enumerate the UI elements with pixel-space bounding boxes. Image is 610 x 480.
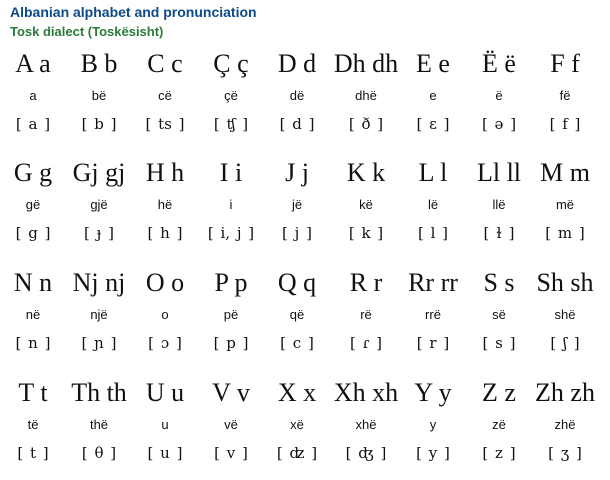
- letter-glyph: Dh dh: [333, 49, 399, 78]
- ipa-pronunciation: [ ð ]: [348, 115, 384, 133]
- letter-glyph: P p: [214, 268, 248, 297]
- letter-glyph: M m: [540, 158, 590, 187]
- ipa-pronunciation: [ ʣ ]: [276, 444, 318, 462]
- letter-name: të: [27, 417, 39, 432]
- letter-cell: [264, 379, 330, 469]
- ipa-pronunciation: [ ʤ ]: [345, 444, 387, 462]
- letter-cell: [532, 379, 598, 469]
- letter-cell: [532, 269, 598, 359]
- letter-glyph: Ll ll: [476, 158, 522, 187]
- letter-glyph: X x: [277, 378, 317, 407]
- letter-name: zë: [492, 417, 506, 432]
- letter-name: a: [29, 88, 37, 103]
- ipa-pronunciation: [ r ]: [416, 334, 450, 352]
- letter-glyph: Z z: [482, 378, 516, 407]
- ipa-pronunciation: [ v ]: [214, 444, 248, 462]
- letter-name: y: [429, 417, 437, 432]
- letter-glyph: S s: [483, 268, 515, 297]
- letter-name: vë: [224, 417, 238, 432]
- letter-name: ë: [495, 88, 503, 103]
- ipa-pronunciation: [ h ]: [147, 224, 183, 242]
- ipa-pronunciation: [ i, j ]: [207, 224, 255, 242]
- ipa-pronunciation: [ ʒ ]: [548, 444, 582, 462]
- ipa-pronunciation: [ y ]: [416, 444, 450, 462]
- letter-name: cë: [158, 88, 172, 103]
- ipa-pronunciation: [ a ]: [15, 115, 51, 133]
- letter-glyph: T t: [18, 378, 48, 407]
- letter-glyph: U u: [145, 378, 185, 407]
- letter-glyph: R r: [349, 268, 383, 297]
- letter-glyph: N n: [13, 268, 53, 297]
- letter-name: fë: [559, 88, 571, 103]
- ipa-pronunciation: [ k ]: [348, 224, 384, 242]
- letter-name: u: [161, 417, 169, 432]
- ipa-pronunciation: [ s ]: [482, 334, 516, 352]
- letter-glyph: G g: [13, 158, 53, 187]
- letter-glyph: V v: [212, 378, 250, 407]
- letter-name: gë: [25, 197, 41, 212]
- ipa-pronunciation: [ m ]: [545, 224, 585, 242]
- letter-name: gjë: [90, 197, 108, 212]
- ipa-pronunciation: [ p ]: [213, 334, 249, 352]
- letter-name: që: [289, 307, 305, 322]
- letter-cell: [264, 50, 330, 140]
- ipa-pronunciation: [ ts ]: [145, 115, 185, 133]
- letter-glyph: L l: [418, 158, 448, 187]
- ipa-pronunciation: [ d ]: [279, 115, 315, 133]
- ipa-pronunciation: [ ɔ ]: [148, 334, 182, 352]
- page-title: Albanian alphabet and pronunciation: [10, 4, 257, 20]
- ipa-pronunciation: [ j ]: [282, 224, 312, 242]
- letter-name: dhë: [355, 88, 377, 103]
- ipa-pronunciation: [ ɛ ]: [416, 115, 450, 133]
- letter-name: llë: [492, 197, 506, 212]
- letter-name: i: [229, 197, 233, 212]
- letter-glyph: D d: [277, 49, 317, 78]
- ipa-pronunciation: [ ɫ ]: [483, 224, 515, 242]
- letter-name: pë: [223, 307, 239, 322]
- letter-name: kë: [359, 197, 373, 212]
- letter-name: zhë: [554, 417, 576, 432]
- ipa-pronunciation: [ ʃ ]: [550, 334, 580, 352]
- letter-name: xhë: [355, 417, 377, 432]
- letter-name: o: [161, 307, 169, 322]
- letter-glyph: A a: [15, 49, 51, 78]
- letter-name: shë: [554, 307, 576, 322]
- letter-glyph: Q q: [277, 268, 317, 297]
- ipa-pronunciation: [ θ ]: [81, 444, 117, 462]
- ipa-pronunciation: [ z ]: [482, 444, 516, 462]
- letter-name: rrë: [425, 307, 441, 322]
- ipa-pronunciation: [ l ]: [417, 224, 449, 242]
- ipa-pronunciation: [ b ]: [81, 115, 117, 133]
- letter-name: më: [555, 197, 575, 212]
- letter-name: bë: [91, 88, 107, 103]
- letter-cell: [264, 159, 330, 249]
- letter-name: çë: [224, 88, 238, 103]
- letter-glyph: K k: [346, 158, 386, 187]
- ipa-pronunciation: [ ɟ ]: [84, 224, 114, 242]
- letter-glyph: B b: [80, 49, 118, 78]
- letter-name: e: [429, 88, 437, 103]
- letter-glyph: J j: [285, 158, 309, 187]
- letter-glyph: C c: [147, 49, 183, 78]
- letter-name: lë: [427, 197, 439, 212]
- letter-glyph: O o: [145, 268, 185, 297]
- ipa-pronunciation: [ ʧ ]: [213, 115, 249, 133]
- letter-cell: [532, 50, 598, 140]
- ipa-pronunciation: [ t ]: [17, 444, 49, 462]
- letter-glyph: I i: [219, 158, 243, 187]
- letter-name: hë: [157, 197, 173, 212]
- letter-cell: [264, 269, 330, 359]
- ipa-pronunciation: [ ə ]: [481, 115, 517, 133]
- letter-glyph: Rr rr: [408, 268, 458, 297]
- letter-glyph: F f: [550, 49, 580, 78]
- letter-name: xë: [290, 417, 304, 432]
- page-subtitle: Tosk dialect (Toskësisht): [10, 24, 164, 39]
- letter-glyph: Ë ë: [482, 49, 516, 78]
- letter-name: thë: [89, 417, 109, 432]
- letter-name: rë: [360, 307, 372, 322]
- ipa-pronunciation: [ n ]: [15, 334, 51, 352]
- letter-glyph: Ç ç: [213, 49, 249, 78]
- ipa-pronunciation: [ f ]: [549, 115, 581, 133]
- letter-name: dë: [289, 88, 305, 103]
- letter-glyph: Nj nj: [72, 268, 126, 297]
- ipa-pronunciation: [ g ]: [15, 224, 51, 242]
- letter-name: jë: [291, 197, 303, 212]
- letter-glyph: H h: [145, 158, 185, 187]
- letter-name: në: [25, 307, 41, 322]
- ipa-pronunciation: [ c ]: [280, 334, 314, 352]
- letter-glyph: Gj gj: [72, 158, 126, 187]
- letter-glyph: Xh xh: [333, 378, 399, 407]
- letter-glyph: Zh zh: [535, 378, 595, 407]
- letter-name: së: [492, 307, 506, 322]
- letter-glyph: Y y: [414, 378, 452, 407]
- ipa-pronunciation: [ ɲ ]: [81, 334, 117, 352]
- letter-glyph: E e: [416, 49, 450, 78]
- ipa-pronunciation: [ u ]: [147, 444, 183, 462]
- ipa-pronunciation: [ ɾ ]: [349, 334, 383, 352]
- letter-name: një: [90, 307, 108, 322]
- letter-glyph: Sh sh: [536, 268, 594, 297]
- letter-cell: [532, 159, 598, 249]
- letter-glyph: Th th: [71, 378, 127, 407]
